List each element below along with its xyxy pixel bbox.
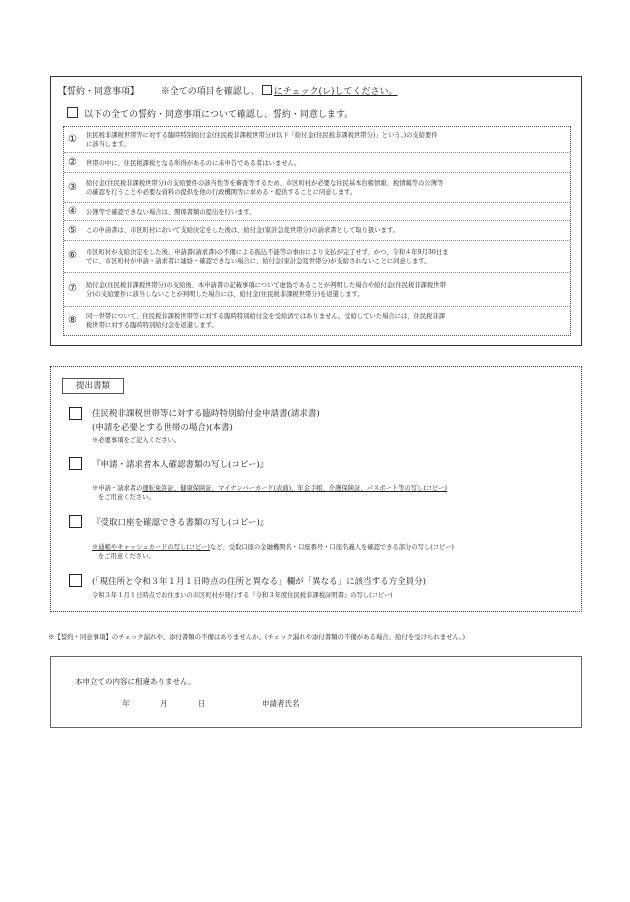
doc-certificate-checkbox[interactable] xyxy=(69,574,82,587)
agree-all-row[interactable] xyxy=(65,107,353,120)
pledge-item-number: ⑥ xyxy=(68,250,77,261)
pledge-item-text: 市区町村が支給決定をした後、申請書(請求書)の不備による振込不能等の事由により支払が完了せず、かつ、令和４年9月30日ま でに、市区町村が申請・請求者に連絡・確認できない場合に、給付金(家計急変世帯分)が支給されないことに同意します。 xyxy=(86,249,449,265)
pledge-item-number: ⑤ xyxy=(68,225,77,236)
pledge-instruction-pre: ※全ての項目を確認し、 xyxy=(160,87,260,97)
pledge-item xyxy=(64,153,570,173)
documents-title: 提出書類 xyxy=(62,378,124,394)
pledge-item-text: この申請書は、市区町村において支給決定をした後は、給付金(家計急変世帯分)の請求書として取り扱います。 xyxy=(86,227,399,234)
pledge-item-text: 住民税非課税世帯等に対する臨時特別給付金(住民税非課税世帯分)(以下「給付金(住民税非課税世帯分)」という。)の支給要件 に該当します。 xyxy=(86,132,438,148)
pledge-item xyxy=(64,241,570,273)
declaration-text: 本申立ての内容に相違ありません。 xyxy=(75,677,196,686)
agree-all-label: 以下の全ての誓約・同意事項について確認し、誓約・同意します。 xyxy=(84,110,354,120)
doc-application-subtitle: (申請を必要とする世帯の場合)(本書) xyxy=(92,423,233,433)
pledge-item xyxy=(64,307,570,335)
doc-application-note: ※必要事項をご記入ください。 xyxy=(92,437,181,444)
pledge-item-number: ④ xyxy=(68,206,77,217)
pledge-item-text: 同一世帯について、住民税非課税世帯等に対する臨時特別給付金を受給済ではありません。受給していた場合には、住民税非課 税世帯に対する臨時特別給付金を返還します。 xyxy=(86,313,446,329)
pledge-item-number: ⑦ xyxy=(68,283,77,294)
doc-identity-note2: をご用意ください。 xyxy=(98,494,155,501)
pledge-item-text: 世帯の中に、住民税課税となる所得があるのに未申告である者はいません。 xyxy=(86,160,301,167)
doc-account-note: ※通帳やキャッシュカードの写し(コピー)など、受取口座の金融機関名・口座番号・口座名義人を確認できる部分の写し(コピー) xyxy=(92,544,454,551)
pledge-item-number: ② xyxy=(68,157,77,168)
pledge-instruction-post: にチェック(レ)してください。 xyxy=(273,87,398,97)
day-label: 日 xyxy=(198,699,206,708)
doc-account-title: 『受取口座を確認できる書類の写し(コピー)』 xyxy=(92,518,269,528)
warning-note: ※【誓約・同意事項】のチェック漏れや、添付書類の不備はありませんか。(チェック漏れや添付書類の不備がある場合、給付を受けられません。) xyxy=(48,633,466,641)
pledge-item-text: 給付金(住民税非課税世帯分)の支給要件の該当性等を審査等するため、市区町村が必要な住民基本台帳情報、税情報等の公簿等 の確認を行うことや必要な資料の提供を他の行政機関等に求める・提供することに同意します。 xyxy=(86,180,444,196)
checkbox-sample-icon xyxy=(262,85,272,95)
year-label: 年 xyxy=(122,699,130,708)
pledge-header xyxy=(58,84,398,97)
pledge-item-text: 給付金(住民税非課税世帯分)の支給後、本申請書の記載事項について虚偽であることが判明した場合や給付金(住民税非課税世帯 分)の支給要件に該当しないことが判明した場合には、給付金(住民税非課税世帯分)を返還します。 xyxy=(86,282,446,298)
doc-identity-title: 『申請・請求者本人確認書類の写し(コピー)』 xyxy=(92,460,269,470)
pledge-item xyxy=(64,173,570,203)
pledge-item xyxy=(64,221,570,241)
doc-application-checkbox[interactable] xyxy=(69,407,82,420)
declaration-section xyxy=(50,656,582,728)
pledge-item-number: ③ xyxy=(68,182,77,193)
doc-identity-note: ※申請・請求者の運転免許証、健康保険証、マイナンバーカード(表面)、年金手帳、介護保険証、パスポート等の写し(コピー) xyxy=(92,485,447,492)
doc-identity-checkbox[interactable] xyxy=(69,457,82,470)
pledge-item xyxy=(64,127,570,153)
doc-account-checkbox[interactable] xyxy=(69,515,82,528)
pledge-label: 【誓約・同意事項】 xyxy=(58,87,140,97)
doc-certificate-title: (「現住所と令和３年１月１日時点の住所と異なる」欄が「異なる」に該当する方全員分) xyxy=(92,577,426,587)
agree-all-checkbox[interactable] xyxy=(67,107,78,118)
doc-application-title: 住民税非課税世帯等に対する臨時特別給付金申請書(請求書) xyxy=(92,409,320,419)
doc-certificate-note: 令和３年１月１日時点でお住まいの市区町村が発行する『令和３年度住民税非課税証明書』の写し(コピー) xyxy=(92,592,393,599)
pledge-item xyxy=(64,203,570,221)
applicant-name-label: 申請者氏名 xyxy=(262,699,300,708)
pledge-item-text: 公簿等で確認できない場合は、関係書類の提出を行います。 xyxy=(86,209,256,216)
pledge-item xyxy=(64,273,570,307)
pledge-item-number: ① xyxy=(68,134,77,145)
pledge-items-box xyxy=(63,126,571,336)
doc-account-note2: をご用意ください。 xyxy=(98,553,155,560)
month-label: 月 xyxy=(160,699,168,708)
pledge-item-number: ⑧ xyxy=(68,315,77,326)
